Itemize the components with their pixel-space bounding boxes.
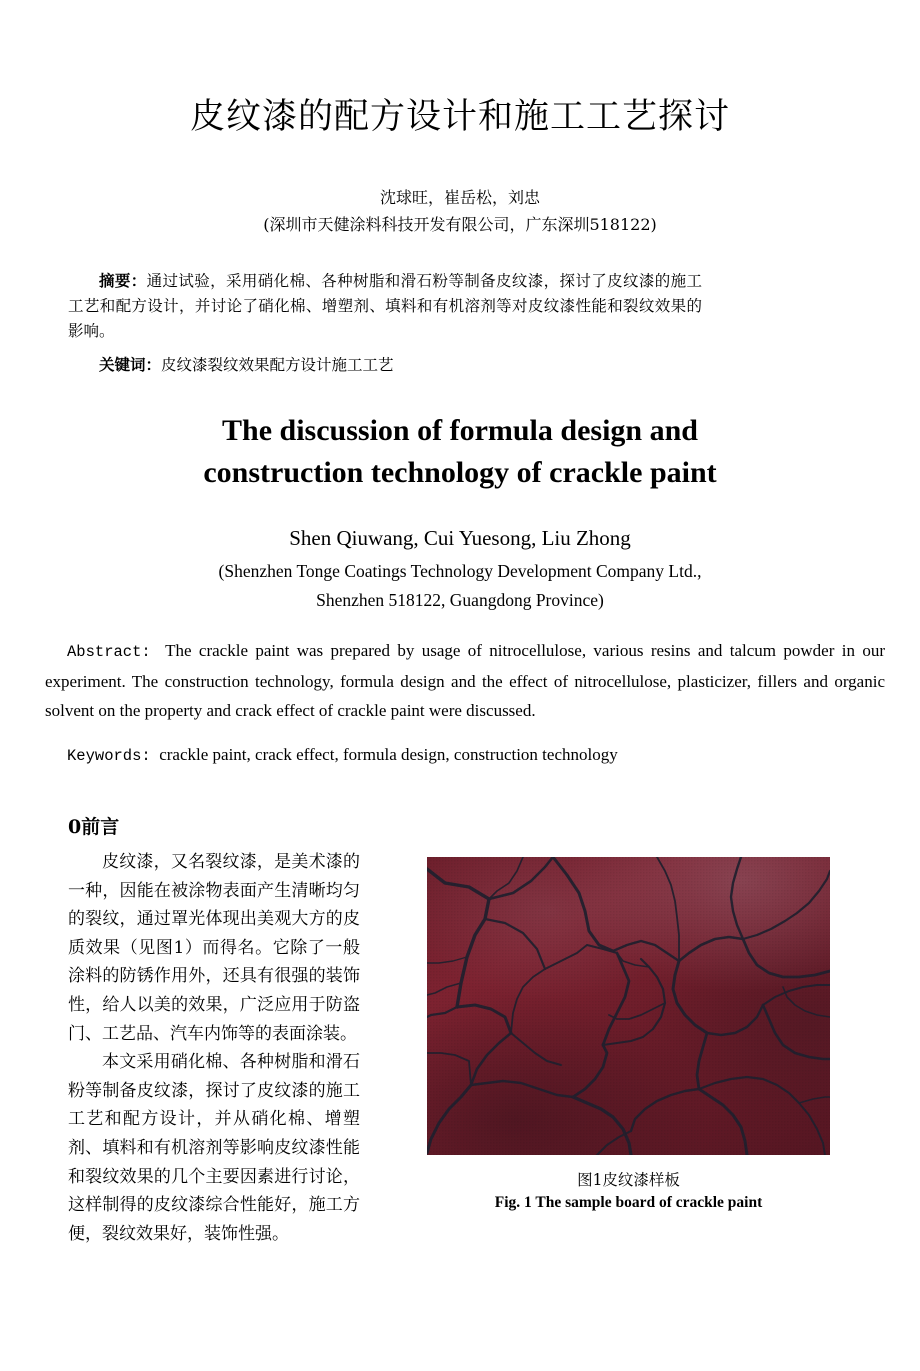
english-affiliation-line-1: (Shenzhen Tonge Coatings Technology Development Company Ltd., xyxy=(218,561,702,581)
english-title-line-2: construction technology of crackle paint xyxy=(203,456,717,489)
chinese-abstract-paragraph xyxy=(68,268,702,344)
chinese-keywords-label: 关键词： xyxy=(99,355,162,374)
body-paragraph-1: 皮纹漆，又名裂纹漆，是美术漆的一种，因能在被涂物表面产生清晰均匀的裂纹，通过罩光体现出美观大方的皮质效果（见图1）而得名。它除了一般涂料的防锈作用外，还具有很强的装饰性，给人以美的效果，广泛应用于防盗门、工艺品、汽车内饰等的表面涂装。 xyxy=(68,852,360,1044)
body-paragraph-2: 本文采用硝化棉、各种树脂和滑石粉等制备皮纹漆，探讨了皮纹漆的施工工艺和配方设计，并从硝化棉、增塑剂、填料和有机溶剂等影响皮纹漆性能和裂纹效果的几个主要因素进行讨论，这样制得的皮纹漆综合性能好，施工方便，裂纹效果好，装饰性强。 xyxy=(68,1052,360,1244)
figure-1 xyxy=(427,857,830,1155)
english-abstract-label: Abstract: xyxy=(67,643,151,661)
chinese-keywords xyxy=(68,352,768,378)
english-abstract-text: The crackle paint was prepared by usage of nitrocellulose, various resins and talcum powder in our experiment. The construction technology, formula design and the effect of nitrocellulose, plasticizer, fillers and organic solvent on the property and crack effect of crackle paint were discussed. xyxy=(45,641,885,720)
english-keywords-label: Keywords: xyxy=(67,747,151,765)
figure-caption-english: Fig. 1 The sample board of crackle paint xyxy=(494,1194,763,1211)
section-heading-number: 0 xyxy=(68,816,82,838)
chinese-abstract-text: 通过试验，采用硝化棉、各种树脂和滑石粉等制备皮纹漆，探讨了皮纹漆的施工工艺和配方设计，并讨论了硝化棉、增塑剂、填料和有机溶剂等对皮纹漆性能和裂纹效果的影响。 xyxy=(68,272,702,340)
english-keywords-text: crackle paint, crack effect, formula design, construction technology xyxy=(159,745,618,764)
chinese-abstract xyxy=(68,268,702,344)
chinese-abstract-label: 摘要： xyxy=(99,271,147,290)
figure-caption-chinese: 图1皮纹漆样板 xyxy=(577,1171,680,1189)
body-column-left xyxy=(68,848,360,1248)
section-heading-title: 前言 xyxy=(81,816,120,838)
english-affiliation xyxy=(0,557,920,615)
english-title-line-1: The discussion of formula design and xyxy=(222,414,698,447)
section-heading-introduction xyxy=(68,812,119,839)
chinese-keywords-text: 皮纹漆裂纹效果配方设计施工工艺 xyxy=(161,356,394,374)
crackle-paint-image xyxy=(427,857,830,1155)
chinese-authors: 沈球旺，崔岳松，刘忠 xyxy=(379,188,540,207)
english-affiliation-line-2: Shenzhen 518122, Guangdong Province) xyxy=(316,590,604,610)
english-keywords xyxy=(45,740,905,771)
english-abstract xyxy=(45,636,885,725)
chinese-affiliation: (深圳市天健涂料科技开发有限公司，广东深圳518122) xyxy=(263,215,657,234)
chinese-title: 皮纹漆的配方设计和施工工艺探讨 xyxy=(189,97,730,137)
paint-grain-texture xyxy=(427,857,830,1155)
english-title xyxy=(0,410,920,494)
english-authors: Shen Qiuwang, Cui Yuesong, Liu Zhong xyxy=(289,526,631,550)
